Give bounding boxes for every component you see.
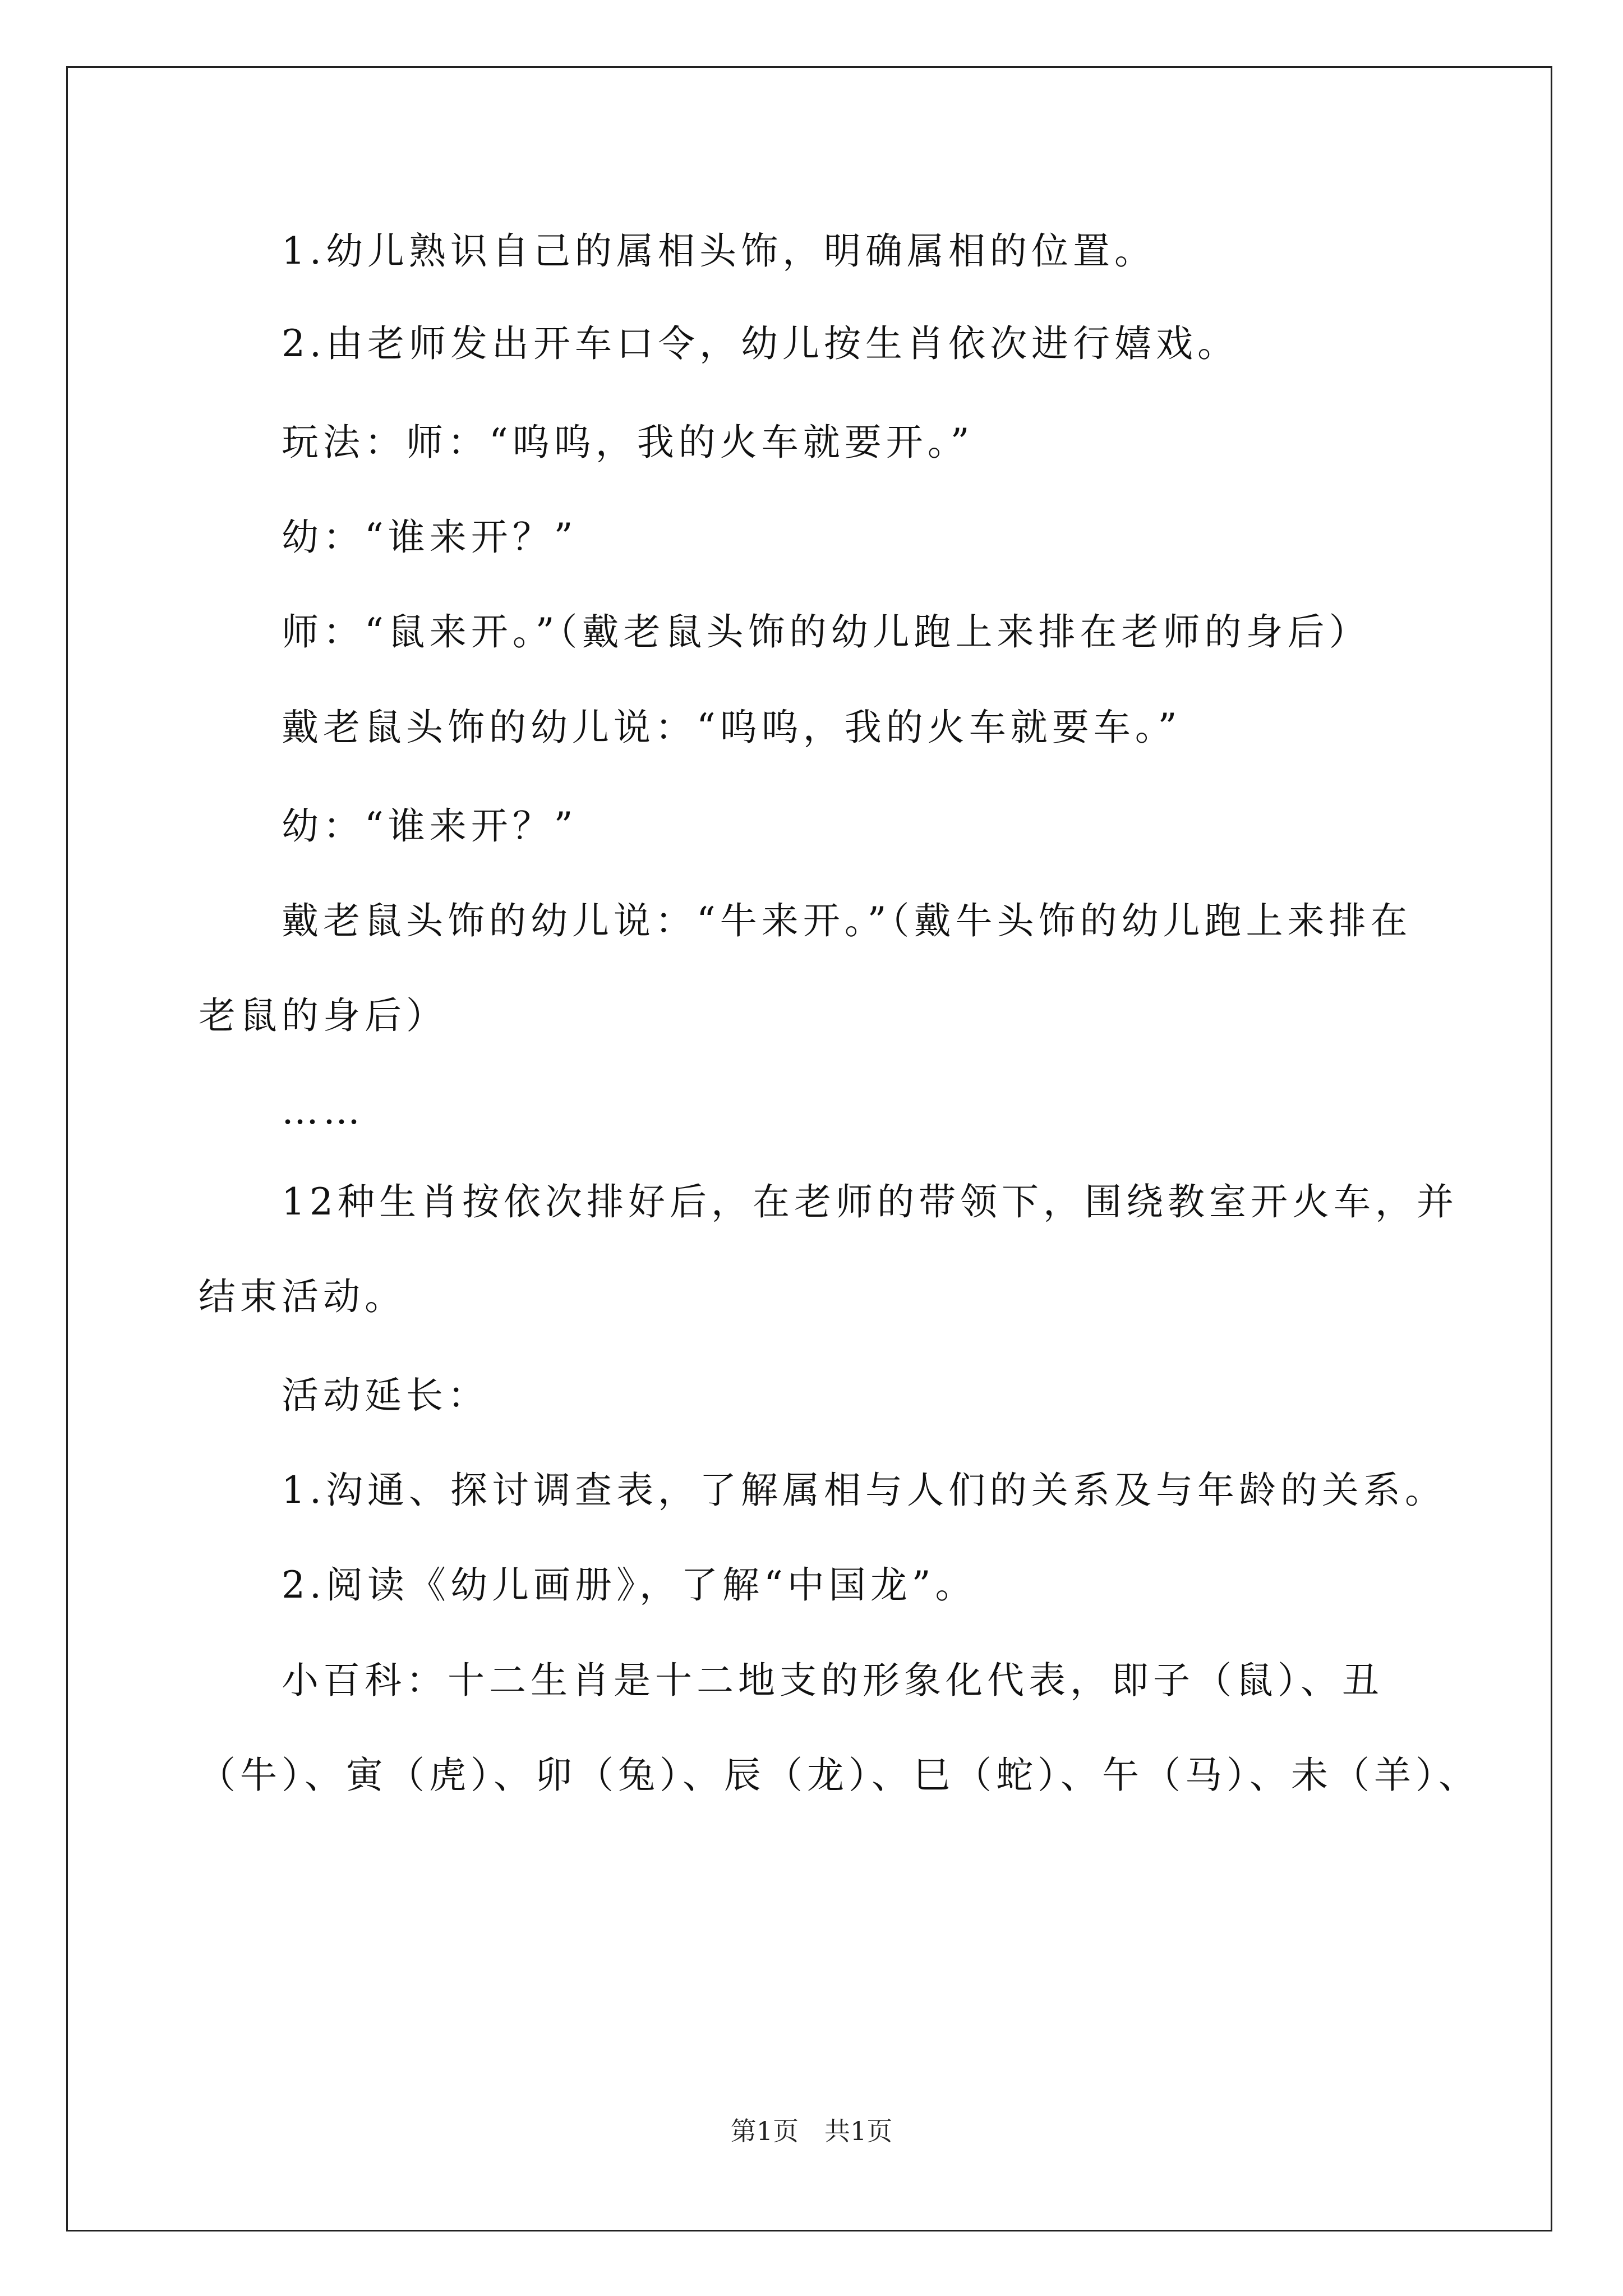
- paragraph-line-10: ……: [282, 1089, 365, 1133]
- paragraph-line-15: 2.阅读《幼儿画册》，了解“中国龙”。: [282, 1563, 977, 1607]
- paragraph-line-13: 活动延长：: [282, 1374, 489, 1417]
- paragraph-line-6: 戴老鼠头饰的幼儿说：“呜呜，我的火车就要车。”: [282, 706, 1182, 749]
- paragraph-line-1: 1.幼儿熟识自己的属相头饰，明确属相的位置。: [282, 229, 1156, 273]
- paragraph-line-11: 12种生肖按依次排好后，在老师的带领下，围绕教室开火车，并: [282, 1180, 1458, 1223]
- paragraph-line-5: 师：“鼠来开。”（戴老鼠头饰的幼儿跑上来排在老师的身后）: [282, 610, 1371, 654]
- paragraph-line-17: （牛）、寅（虎）、卯（兔）、辰（龙）、巳（蛇）、午（马）、未（羊）、: [199, 1754, 1480, 1797]
- paragraph-line-2: 2.由老师发出开车口令，幼儿按生肖依次进行嬉戏。: [282, 322, 1239, 365]
- paragraph-line-12: 结束活动。: [199, 1275, 406, 1318]
- paragraph-line-8: 戴老鼠头饰的幼儿说：“牛来开。”（戴牛头饰的幼儿跑上来排在: [282, 899, 1412, 942]
- paragraph-line-9: 老鼠的身后）: [199, 994, 448, 1037]
- page-border: [66, 66, 1552, 2231]
- paragraph-line-14: 1.沟通、探讨调查表，了解属相与人们的关系及与年龄的关系。: [282, 1469, 1446, 1512]
- paragraph-line-4: 幼：“谁来开？”: [282, 516, 578, 559]
- paragraph-line-16: 小百科：十二生肖是十二地支的形象化代表，即子（鼠）、丑: [282, 1659, 1384, 1702]
- paragraph-line-3: 玩法：师：“呜呜，我的火车就要开。”: [282, 421, 974, 464]
- page-footer: 第1页 共1页: [730, 2116, 893, 2146]
- paragraph-line-7: 幼：“谁来开？”: [282, 804, 578, 848]
